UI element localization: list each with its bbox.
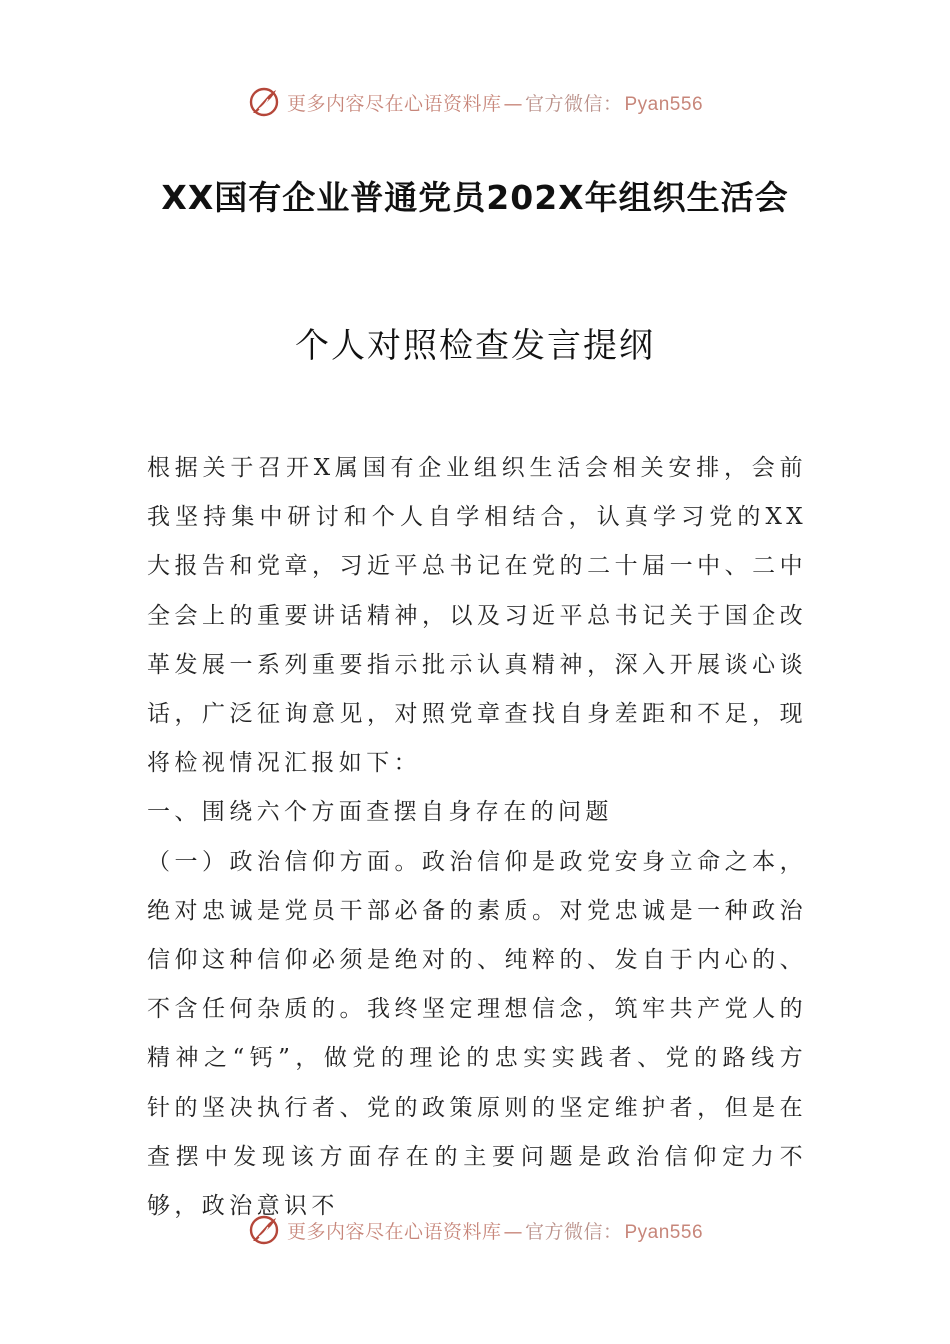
watermark-text — [287, 89, 703, 116]
quill-pen-logo-icon — [247, 85, 281, 119]
document-body — [147, 444, 807, 1231]
watermark-dash: — — [503, 92, 523, 115]
watermark-dash: — — [503, 1220, 523, 1243]
document-title-line2: 个人对照检查发言提纲 — [295, 326, 655, 366]
body-paragraph-intro: 根据关于召开X属国有企业组织生活会相关安排，会前我坚持集中研讨和个人自学相结合，认真学习党的XX大报告和党章，习近平总书记在党的二十届一中、二中全会上的重要讲话精神，以及习近平总书记关于国企改革发展一系列重要指示批示认真精神，深入开展谈心谈话，广泛征询意见，对照党章查找自身差距和不足，现将检视情况汇报如下： — [147, 455, 807, 777]
watermark-label: 官方微信： — [524, 1220, 623, 1243]
watermark-id: Pyan556 — [624, 1221, 704, 1243]
quill-pen-logo-icon — [247, 1213, 281, 1247]
watermark-label: 官方微信： — [524, 92, 623, 115]
footer-watermark — [0, 1210, 950, 1250]
body-paragraph-political-belief: （一）政治信仰方面。政治信仰是政党安身立命之本，绝对忠诚是党员干部必备的素质。对党忠诚是一种政治信仰这种信仰必须是绝对的、纯粹的、发自于内心的、不含任何杂质的。我终坚定理想信念，筑牢共产党人的精神之“钙”，做党的理论的忠实实践者、党的路线方针的坚决执行者、党的政策原则的坚定维护者，但是在查摆中发现该方面存在的主要问题是政治信仰定力不够，政治意识不 — [147, 848, 807, 1220]
document-title-line1: XX国有企业普通党员202X年组织生活会 — [161, 178, 789, 217]
watermark-brand: 更多内容尽在心语资料库 — [286, 92, 502, 115]
watermark-id: Pyan556 — [624, 93, 704, 115]
body-heading-section-1: 一、围绕六个方面查摆自身存在的问题 — [147, 799, 613, 826]
header-watermark — [0, 82, 950, 122]
watermark-text — [287, 1217, 703, 1244]
watermark-brand: 更多内容尽在心语资料库 — [286, 1220, 502, 1243]
